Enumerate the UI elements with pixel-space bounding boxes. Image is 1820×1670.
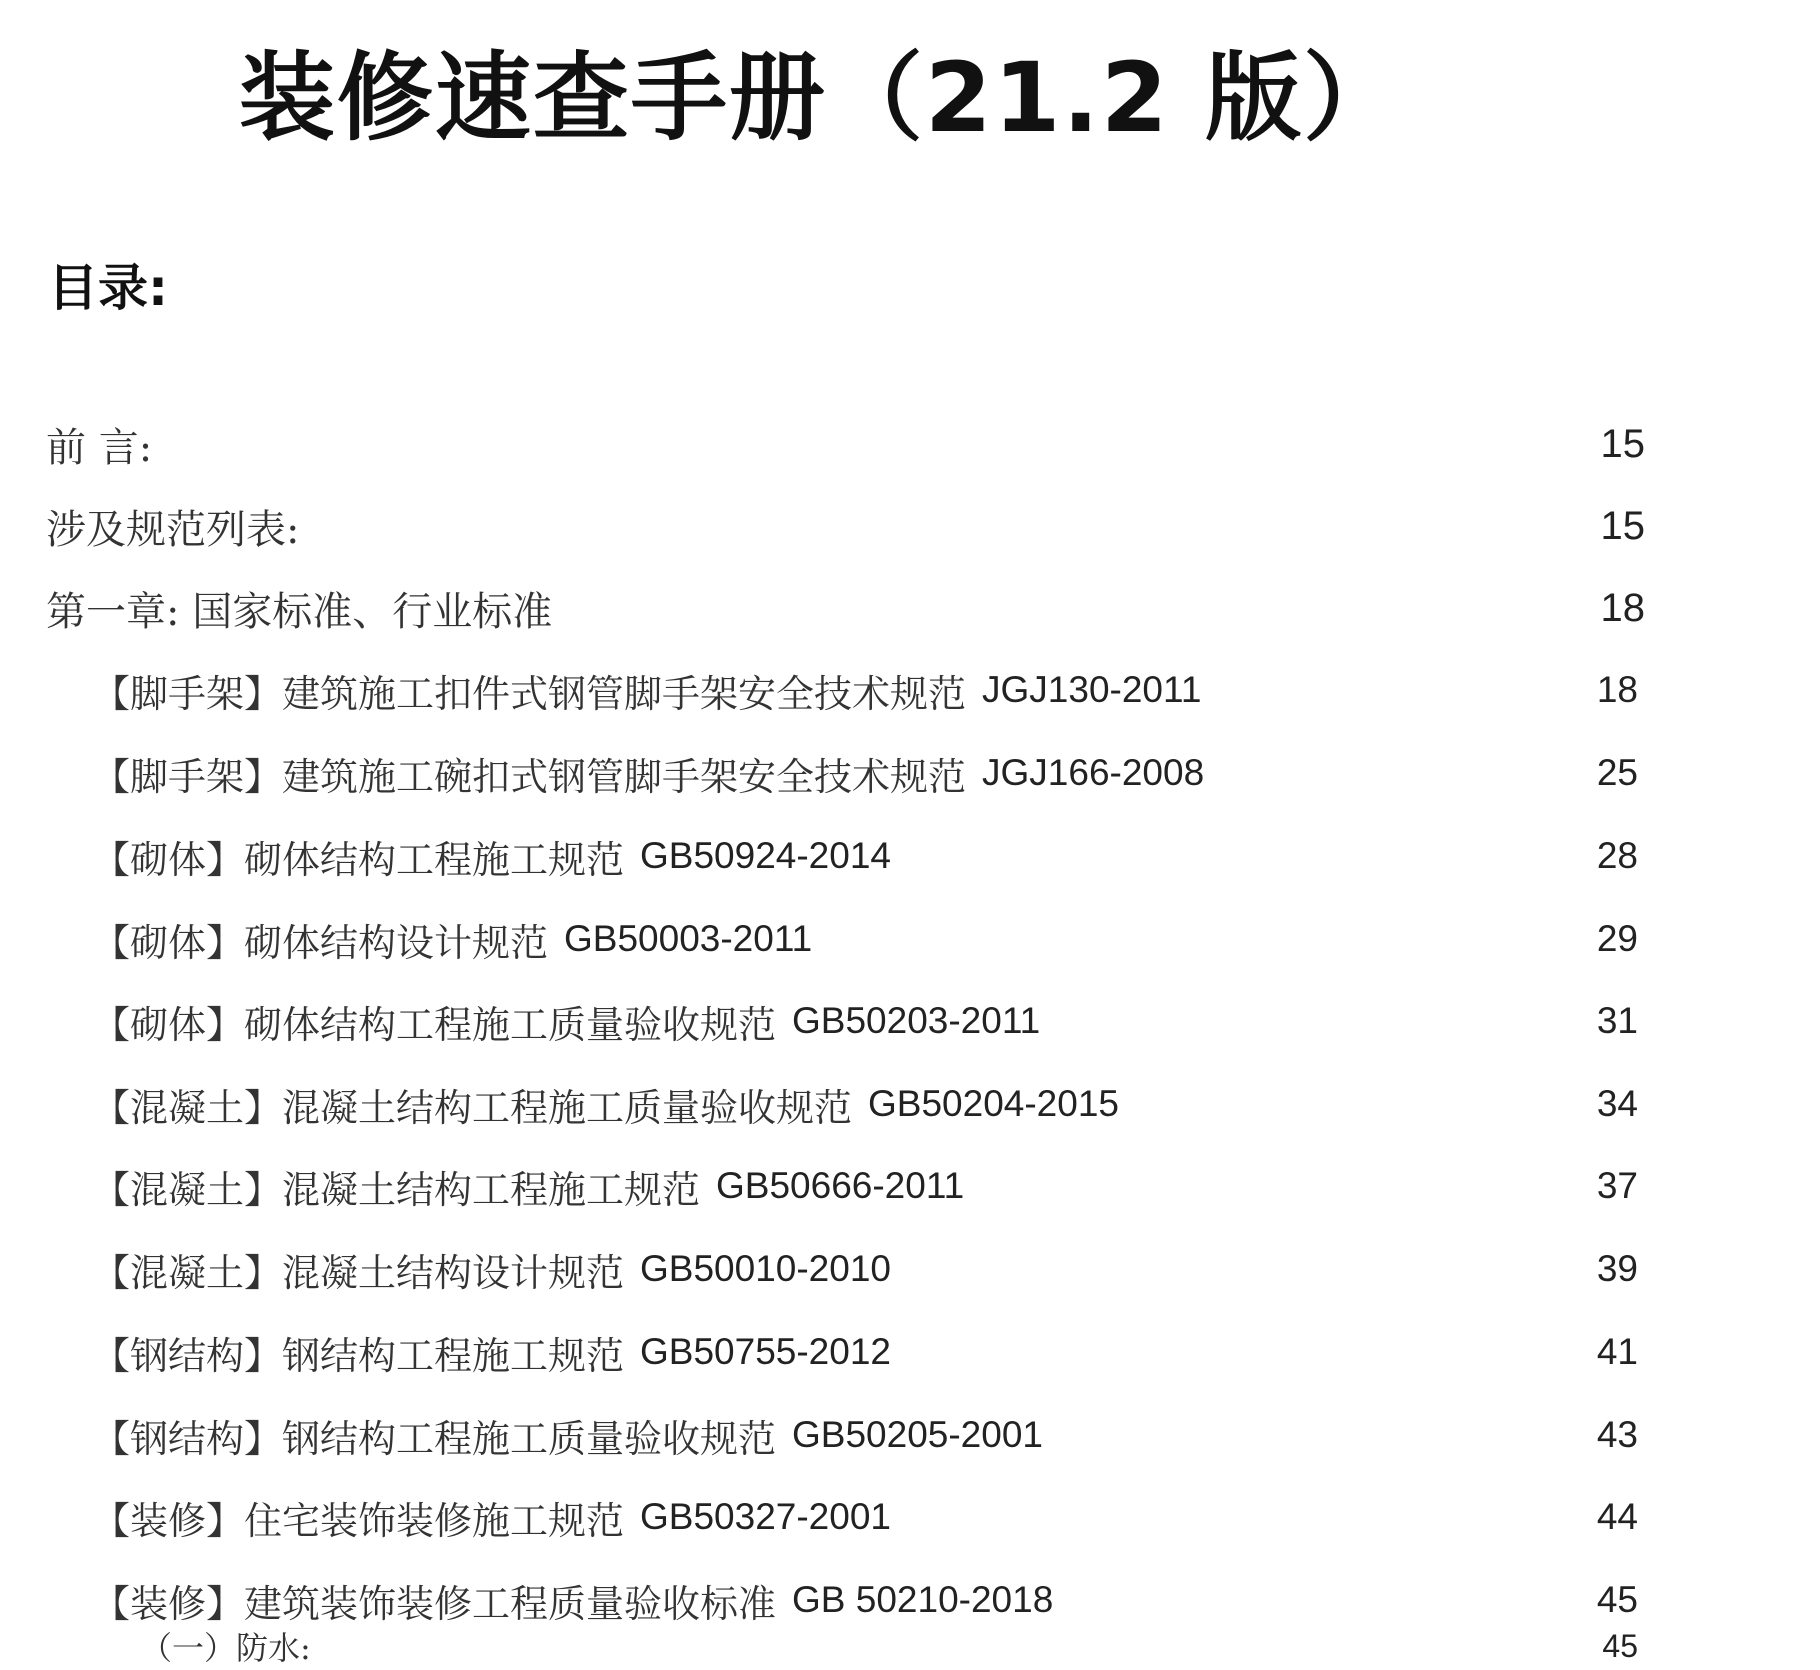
toc-entry-label: 【钢结构】钢结构工程施工质量验收规范 [92,1416,777,1461]
toc-entry-label: 涉及规范列表: [46,506,300,553]
toc-entry[interactable] [0,991,1820,1051]
toc-entry-page: 29 [1596,918,1638,959]
toc-entry-code: JGJ130-2011 [982,669,1202,710]
toc-entry[interactable] [0,1239,1820,1299]
toc-entry-code: GB50204-2015 [868,1083,1119,1124]
toc-heading: 目录: [48,259,168,317]
toc-entry-label: 【混凝土】混凝土结构工程施工规范 [92,1167,701,1212]
toc-entry-page: 45 [1602,1627,1638,1664]
toc-entry-code: GB50327-2001 [640,1496,891,1537]
toc-entry-code: GB 50210-2018 [792,1579,1054,1620]
toc-entry-label: 【砌体】砌体结构设计规范 [92,920,549,965]
toc-entry[interactable] [0,1074,1820,1134]
toc-entry-code: JGJ166-2008 [982,752,1205,793]
toc-entry[interactable] [0,743,1820,803]
toc-entry[interactable] [0,826,1820,886]
toc-entry-label: 【钢结构】钢结构工程施工规范 [92,1333,625,1378]
toc-entry-page: 28 [1596,835,1638,876]
document-title: 装修速查手册（21.2 版） [238,42,1402,154]
toc-entry[interactable] [0,1622,1820,1670]
toc-entry-code: GB50003-2011 [564,918,813,959]
toc-entry[interactable] [0,414,1820,474]
toc-entry[interactable] [0,1570,1820,1630]
toc-entry-label: 【装修】住宅装饰装修施工规范 [92,1498,625,1543]
toc-entry[interactable] [0,1405,1820,1465]
toc-entry-code: GB50203-2011 [792,1000,1041,1041]
toc-entry-label: 前 言: [46,424,153,471]
toc-entry[interactable] [0,1487,1820,1547]
toc-entry-code: GB50205-2001 [792,1414,1043,1455]
toc-entry-page: 43 [1596,1414,1638,1455]
toc-entry-label: （一）防水: [140,1629,311,1667]
toc-entry-label: 【装修】建筑装饰装修工程质量验收标准 [92,1581,777,1626]
toc-entry-page: 18 [1600,585,1645,630]
toc-entry-page: 44 [1596,1496,1638,1537]
toc-entry-label: 【脚手架】建筑施工碗扣式钢管脚手架安全技术规范 [92,754,967,799]
toc-entry-page: 18 [1596,669,1638,710]
toc-entry-page: 39 [1596,1248,1638,1289]
toc-entry-label: 【脚手架】建筑施工扣件式钢管脚手架安全技术规范 [92,671,967,716]
toc-entry-page: 34 [1596,1083,1638,1124]
toc-entry-page: 31 [1596,1000,1638,1041]
toc-entry[interactable] [0,1322,1820,1382]
toc-entry[interactable] [0,909,1820,969]
toc-entry[interactable] [0,1156,1820,1216]
toc-entry-label: 【混凝土】混凝土结构设计规范 [92,1250,625,1295]
toc-entry-code: GB50755-2012 [640,1331,891,1372]
toc-entry-page: 15 [1600,503,1645,548]
toc-entry-label: 第一章: 国家标准、行业标准 [46,588,553,635]
toc-entry-code: GB50924-2014 [640,835,891,876]
toc-entry-page: 37 [1596,1165,1638,1206]
toc-entry-page: 41 [1596,1331,1638,1372]
toc-entry-label: 【砌体】砌体结构工程施工规范 [92,837,625,882]
toc-entry-label: 【混凝土】混凝土结构工程施工质量验收规范 [92,1085,853,1130]
toc-entry-code: GB50666-2011 [716,1165,965,1206]
toc-entry[interactable] [0,496,1820,556]
toc-entry-page: 25 [1596,752,1638,793]
toc-entry-code: GB50010-2010 [640,1248,891,1289]
toc-entry-label: 【砌体】砌体结构工程施工质量验收规范 [92,1002,777,1047]
toc-entry-page: 45 [1596,1579,1638,1620]
toc-entry[interactable] [0,578,1820,638]
toc-entry-page: 15 [1600,421,1645,466]
toc-entry[interactable] [0,660,1820,720]
